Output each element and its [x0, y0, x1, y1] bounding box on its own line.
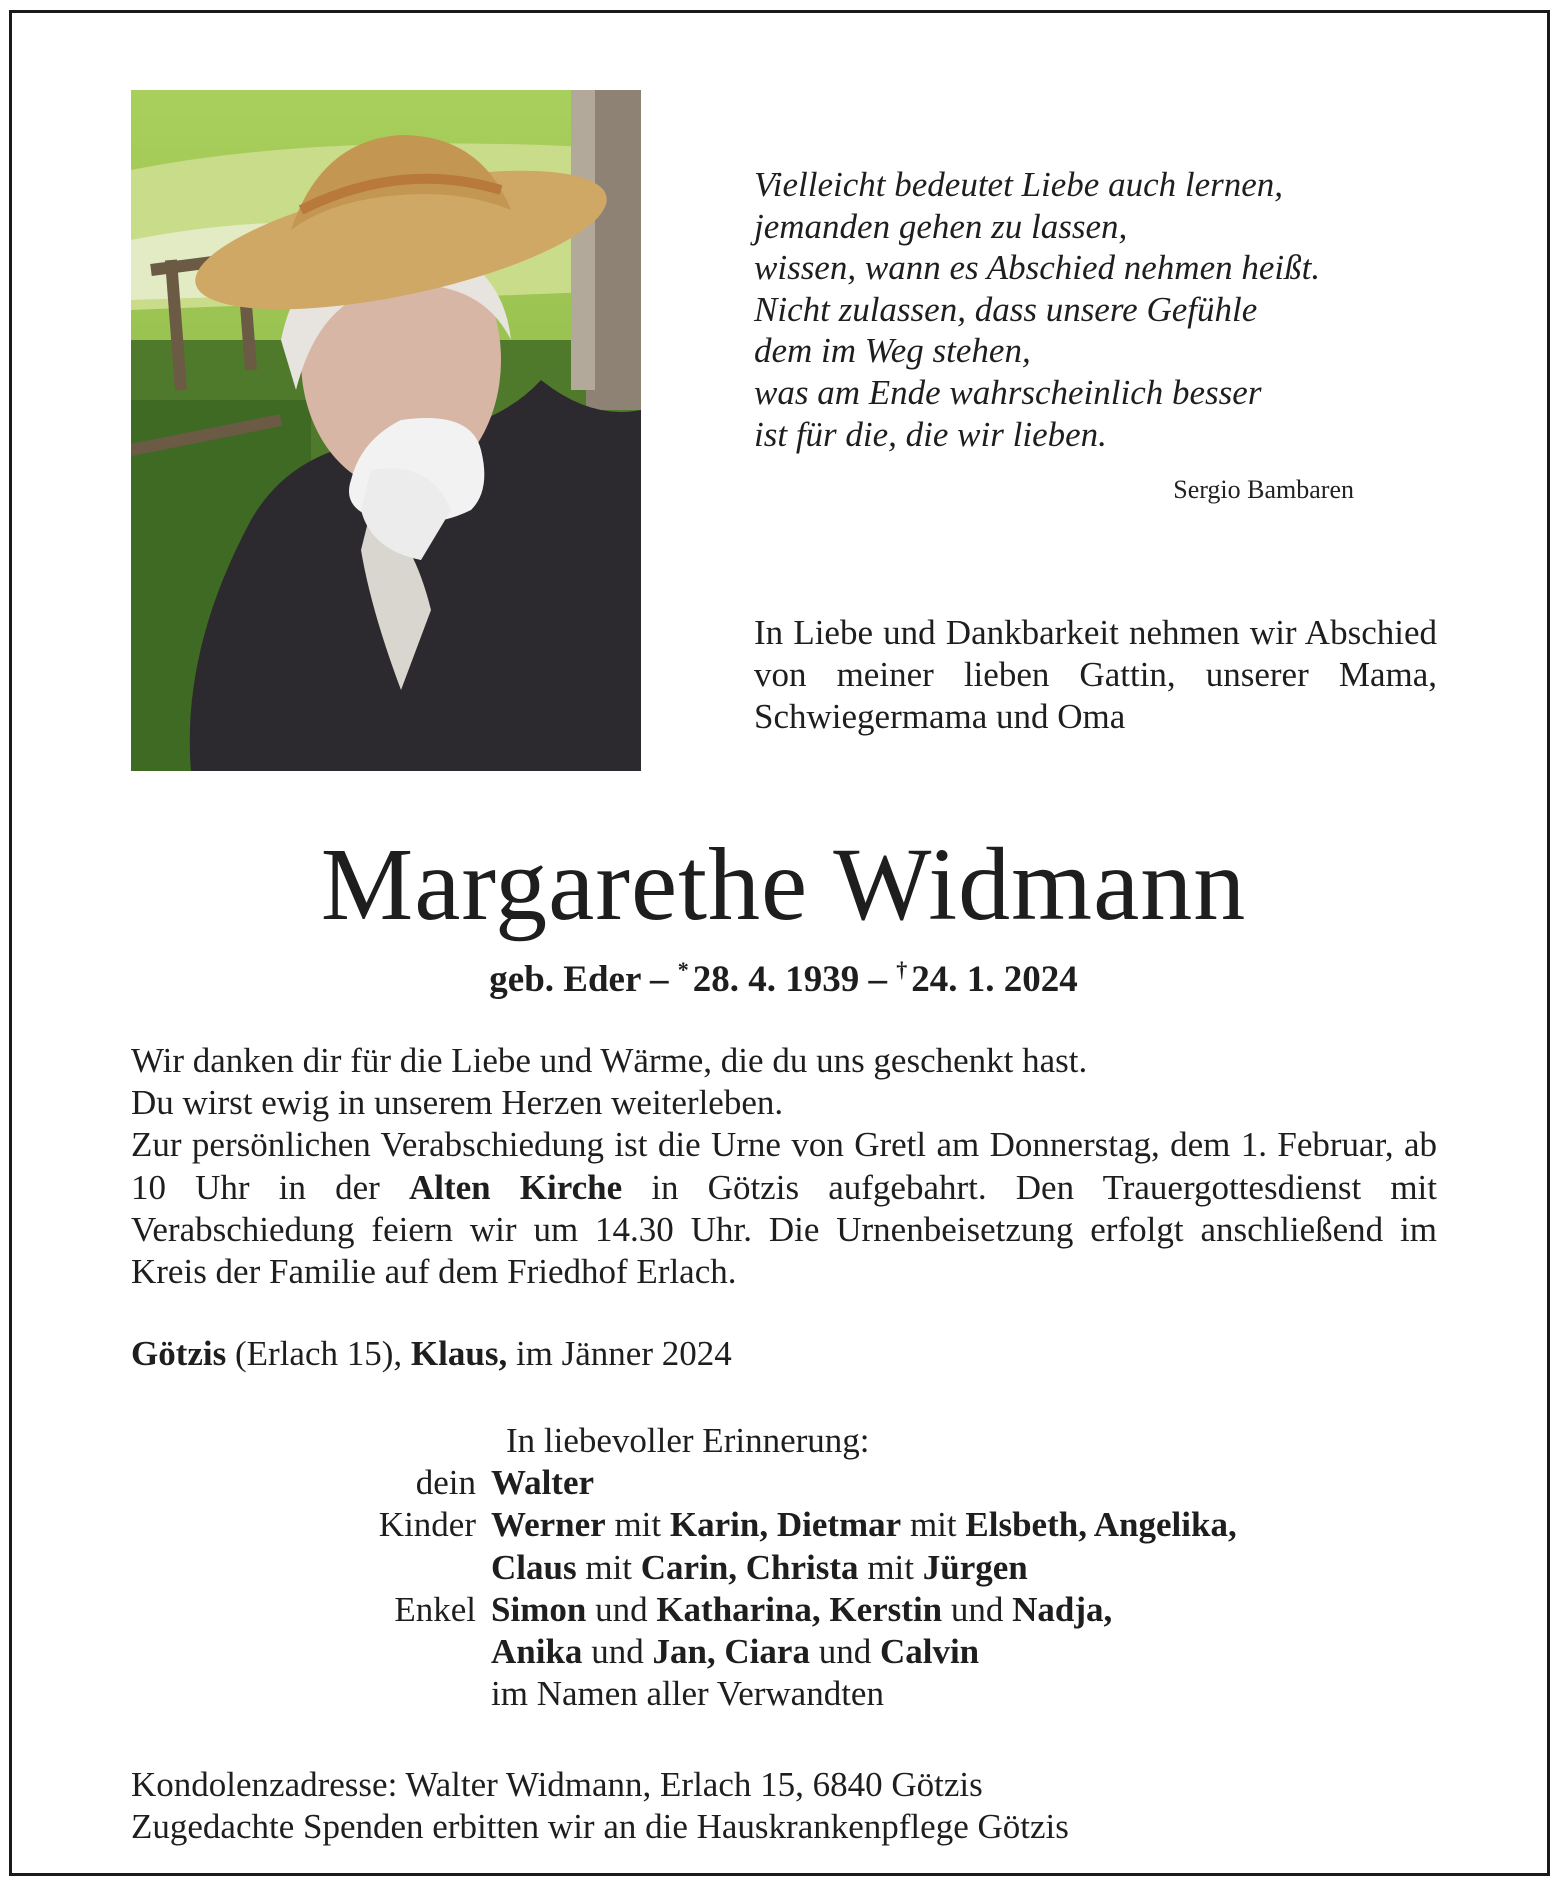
- family-member-name: Katharina, Kerstin: [656, 1589, 943, 1629]
- family-connector: und: [942, 1589, 1013, 1629]
- family-member-name: Walter: [491, 1463, 595, 1503]
- deceased-name: Margarethe Widmann: [320, 827, 1247, 942]
- family-member-name: Jan, Ciara: [652, 1632, 810, 1672]
- family-relation: [300, 1547, 491, 1589]
- family-row: [300, 1504, 1450, 1546]
- family-row: [300, 1589, 1450, 1631]
- family-relation: [300, 1631, 491, 1673]
- donation-note: Zugedachte Spenden erbitten wir an die Hauskrankenpflege Götzis: [131, 1807, 1069, 1846]
- family-relation: Enkel: [394, 1589, 476, 1629]
- family-connector: mit: [858, 1547, 923, 1587]
- family-member-name: Elsbeth, Angelika,: [965, 1505, 1237, 1545]
- life-dates: [0, 957, 1567, 1001]
- family-member-name: Jürgen: [922, 1547, 1028, 1587]
- farewell-text: in Götzis aufgebahrt. Den Trauergottesdienst mit Verabschiedung feiern wir um 14.30 Uhr. Die Urnenbeisetzung erfolgt anschließend im Kreis der Familie auf dem Friedhof Erlach.: [131, 1167, 1438, 1292]
- main-text: [131, 1040, 1437, 1293]
- portrait-illustration: [131, 90, 641, 771]
- family-row: [300, 1547, 1450, 1589]
- family-member-name: Calvin: [879, 1632, 980, 1672]
- farewell-place: Alten Kirche: [408, 1167, 623, 1207]
- address: (Erlach 15),: [235, 1334, 403, 1373]
- family-rows: [300, 1462, 1450, 1715]
- poem: [754, 164, 1394, 455]
- family-relation: dein: [415, 1463, 476, 1503]
- birth-name: geb. Eder: [489, 959, 641, 1000]
- birth-symbol: *: [677, 957, 689, 982]
- family-names: [491, 1589, 1450, 1631]
- town2: Klaus,: [410, 1334, 508, 1373]
- family-member-name: Simon: [491, 1589, 587, 1629]
- portrait-photo: [131, 90, 641, 771]
- family-names: [491, 1462, 1450, 1504]
- family-connector: mit: [605, 1505, 670, 1545]
- poem-line: Nicht zulassen, dass unsere Gefühle: [754, 289, 1258, 329]
- family-connector: und: [586, 1589, 657, 1629]
- poem-line: dem im Weg stehen,: [754, 331, 1031, 371]
- birth-date: 28. 4. 1939: [692, 959, 860, 1000]
- family-row: [300, 1631, 1450, 1673]
- dash: –: [649, 959, 669, 1000]
- family-names: [491, 1631, 1450, 1673]
- death-date: 24. 1. 2024: [911, 959, 1078, 1000]
- family-member-name: Nadja,: [1012, 1589, 1113, 1629]
- farewell-text: Zur persönlichen Verabschiedung ist die Urne von Gretl am Donnerstag, dem 1. Februar, ab 10 Uhr in der: [131, 1125, 1437, 1207]
- family-connector: und: [582, 1632, 653, 1672]
- family-member-name: Werner: [491, 1505, 606, 1545]
- poem-line: was am Ende wahrscheinlich besser: [754, 372, 1262, 412]
- town: Götzis: [131, 1334, 227, 1373]
- thanks-line: Du wirst ewig in unserem Herzen weiterleben.: [131, 1083, 784, 1123]
- family-names: [491, 1547, 1450, 1589]
- family-member-name: Carin, Christa: [640, 1547, 859, 1587]
- poem-line: Vielleicht bedeutet Liebe auch lernen,: [754, 165, 1284, 204]
- family-row: [300, 1462, 1450, 1504]
- place-date-line: [131, 1334, 1131, 1374]
- poem-line: wissen, wann es Abschied nehmen heißt.: [754, 248, 1321, 288]
- family-member-name: Claus: [491, 1547, 577, 1587]
- poem-author: Sergio Bambaren: [1173, 475, 1354, 504]
- dash: –: [868, 959, 887, 1000]
- family-relation: Kinder: [378, 1505, 476, 1545]
- family-connector: und: [809, 1632, 880, 1672]
- family-connector: mit: [901, 1505, 966, 1545]
- family-heading: In liebevoller Erinnerung:: [506, 1421, 870, 1460]
- family-connector: mit: [576, 1547, 641, 1587]
- intro-text: In Liebe und Dankbarkeit nehmen wir Abschied von meiner lieben Gattin, unserer Mama, Schwiegermama und Oma: [754, 613, 1437, 736]
- family-names: [491, 1504, 1450, 1546]
- family-member-name: Karin, Dietmar: [669, 1505, 902, 1545]
- family-relation: [300, 1673, 491, 1715]
- family-names: [491, 1673, 1450, 1715]
- family-connector: im Namen aller Verwandten: [491, 1674, 884, 1714]
- death-symbol: †: [896, 957, 908, 982]
- thanks-line: Wir danken dir für die Liebe und Wärme, die du uns geschenkt hast.: [131, 1041, 1088, 1080]
- family-member-name: Anika: [491, 1632, 583, 1672]
- family-list: [300, 1420, 1450, 1715]
- farewell-paragraph: [131, 1124, 1437, 1293]
- date: im Jänner 2024: [515, 1334, 732, 1373]
- poem-line: ist für die, die wir lieben.: [754, 414, 1107, 454]
- footer: [131, 1764, 1431, 1848]
- family-row: [300, 1673, 1450, 1715]
- poem-line: jemanden gehen zu lassen,: [754, 206, 1128, 246]
- condolence-address: Kondolenzadresse: Walter Widmann, Erlach 15, 6840 Götzis: [131, 1765, 983, 1804]
